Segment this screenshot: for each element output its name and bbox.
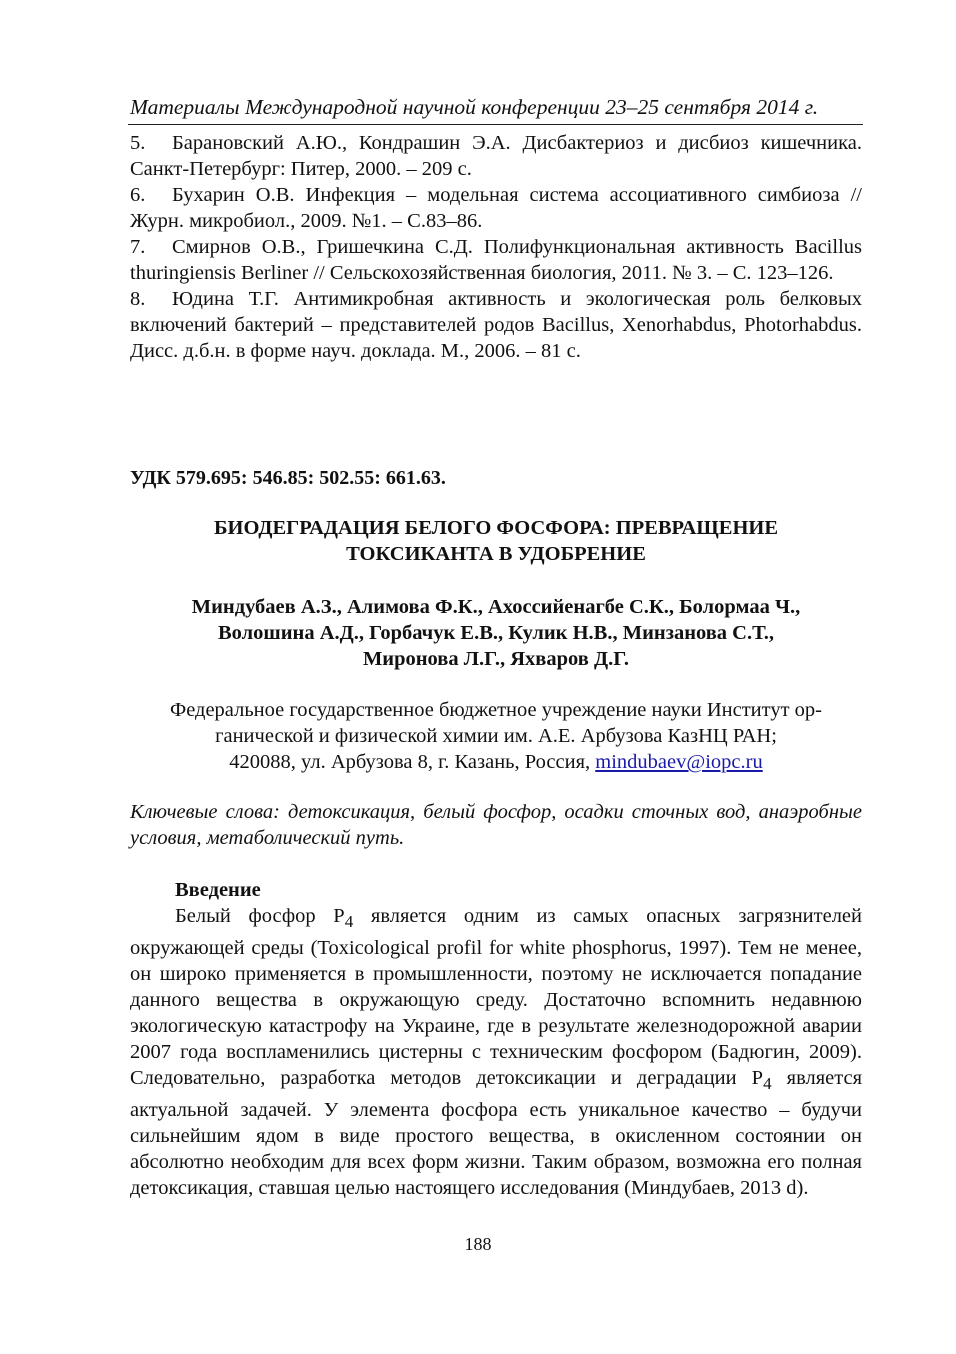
reference-list: [130, 130, 862, 364]
subscript: 4: [344, 912, 354, 932]
reference-number: 6.: [130, 184, 146, 206]
article-title: [130, 515, 862, 567]
reference-item: [130, 182, 862, 234]
intro-text: Белый фосфор P: [175, 905, 345, 927]
address-text: 420088, ул. Арбузова 8, г. Казань, Россия,: [229, 751, 596, 773]
reference-item: [130, 286, 862, 364]
reference-item: [130, 130, 862, 182]
affiliation: [130, 697, 862, 775]
reference-item: [130, 234, 862, 286]
reference-text: Юдина Т.Г. Антимикробная активность и экологическая роль белковых включений бактерий – представителей родов Bacillus, Xenorhabdus, Photorhabdus. Дисс. д.б.н. в форме науч. доклада. М., 2006. – 81 с.: [130, 288, 862, 362]
author-line: Миронова Л.Г., Яхваров Д.Г.: [362, 648, 630, 670]
reference-number: 5.: [130, 132, 146, 154]
article-title-line: БИОДЕГРАДАЦИЯ БЕЛОГО ФОСФОРА: ПРЕВРАЩЕНИЕ: [213, 517, 779, 539]
author-line: Волошина А.Д., Горбачук Е.В., Кулик Н.В., Минзанова С.Т.,: [217, 622, 774, 644]
reference-text: Бухарин О.В. Инфекция – модельная система ассоциативного симбиоза // Журн. микробиол., 2009. №1. – С.83–86.: [130, 184, 862, 232]
reference-text: Барановский А.Ю., Кондрашин Э.А. Дисбактериоз и дисбиоз кишечника. Санкт-Петербург: Питер, 2000. – 209 с.: [130, 132, 862, 180]
section-heading-introduction: Введение: [175, 879, 261, 901]
reference-number: 7.: [130, 236, 146, 258]
author-list: [130, 594, 862, 672]
subscript: 4: [763, 1074, 772, 1094]
page-number: 188: [464, 1234, 492, 1254]
running-header: Материалы Международной научной конференции 23–25 сентября 2014 г.: [130, 95, 819, 119]
article-title-line: ТОКСИКАНТА В УДОБРЕНИЕ: [346, 543, 646, 565]
affiliation-line: ганической и физической химии им. А.Е. Арбузова КазНЦ РАН;: [215, 725, 777, 747]
introduction-paragraph: [130, 903, 862, 1201]
affiliation-line: [130, 749, 862, 775]
affiliation-line: Федеральное государственное бюджетное учреждение науки Институт ор-: [170, 699, 822, 721]
reference-number: 8.: [130, 288, 146, 310]
intro-text: является актуальной задачей. У элемента фосфора есть уникальное качество – будучи сильнейшим ядом в виде простого вещества, в окисленном состоянии он абсолютно необходим для всех форм жизни. Таким образом, возможна его полная детоксикация, ставшая целью настоящего исследования (Миндубаев, 2013 d).: [130, 1067, 863, 1200]
intro-text: является одним из самых опасных загрязнителей окружающей среды (Toxicological profil for white phosphorus, 1997). Тем не менее, он широко применяется в промышленности, поэтому не исключается попадание данного вещества в окружающую среду. Достаточно вспомнить недавнюю экологическую катастрофу на Украине, где в результате железнодорожной аварии 2007 года воспламенились цистерны с техническим фосфором (Бадюгин, 2009). Следовательно, разработка методов детоксикации и деградации P: [130, 905, 863, 1090]
reference-text: Смирнов О.В., Гришечкина С.Д. Полифункциональная активность Bacillus thuringiensis Berliner // Сельскохозяйственная биология, 2011. № 3. – С. 123–126.: [130, 236, 862, 284]
header-rule: [128, 124, 863, 125]
udk-code: УДК 579.695: 546.85: 502.55: 661.63.: [130, 467, 446, 489]
email-link[interactable]: mindubaev@iopc.ru: [595, 751, 763, 773]
keywords: Ключевые слова: детоксикация, белый фосфор, осадки сточных вод, анаэробные условия, метаболический путь.: [130, 801, 862, 849]
author-line: Миндубаев А.З., Алимова Ф.К., Ахоссийенагбе С.К., Болормаа Ч.,: [191, 596, 801, 618]
